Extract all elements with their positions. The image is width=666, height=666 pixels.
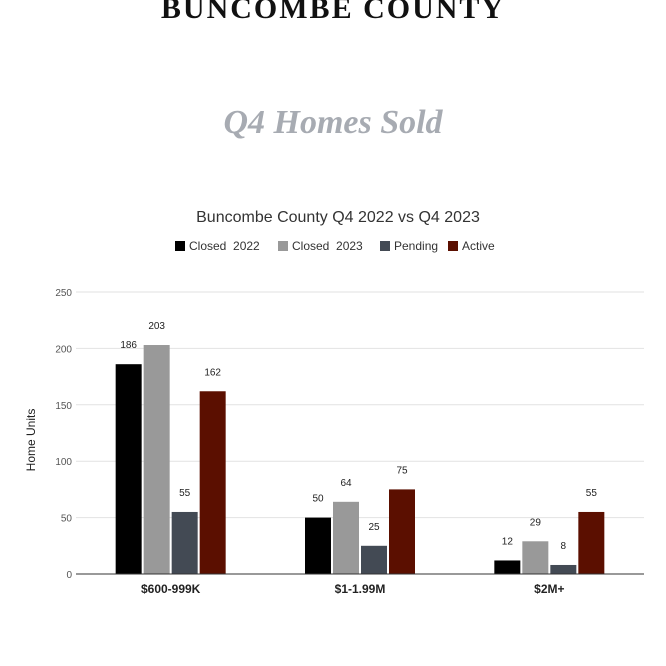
bar [578, 512, 604, 574]
y-axis-ticks [55, 288, 72, 581]
bar [550, 565, 576, 574]
legend-label: Active [462, 239, 495, 253]
bar [333, 502, 359, 574]
bar-value-label: 12 [501, 536, 513, 548]
page-heading: BUNCOMBE COUNTY [160, 0, 506, 25]
bar-value-label: 64 [340, 477, 352, 489]
section-title: Q4 Homes Sold [223, 104, 443, 141]
x-tick-label: $1-1.99M [334, 582, 386, 596]
bar-value-label: 186 [120, 340, 138, 352]
chart-title: Buncombe County Q4 2022 vs Q4 2023 [196, 209, 480, 226]
y-tick-label: 0 [66, 570, 72, 581]
bar [172, 512, 198, 574]
y-tick-label: 100 [55, 457, 72, 469]
bar-value-label: 55 [585, 487, 597, 499]
bar [116, 364, 142, 574]
legend-swatch [380, 241, 390, 251]
bar-value-label: 203 [148, 321, 166, 333]
legend-label: Closed 2023 [292, 239, 363, 253]
bar-value-label: 25 [368, 521, 380, 533]
chart-legend [175, 239, 495, 253]
bar [144, 345, 170, 574]
bar-value-label: 29 [529, 517, 541, 529]
y-tick-label: 50 [60, 513, 72, 525]
legend-swatch [175, 241, 185, 251]
bar [200, 391, 226, 574]
chart-bars [116, 345, 605, 574]
bar [361, 546, 387, 574]
x-tick-label: $2M+ [534, 582, 565, 596]
bar [522, 541, 548, 574]
bar-value-label: 55 [179, 487, 191, 499]
bar-value-label: 162 [204, 367, 222, 379]
y-tick-label: 200 [55, 344, 72, 356]
x-axis-ticks [141, 582, 565, 596]
bar-value-label: 50 [312, 493, 324, 505]
bar [305, 518, 331, 574]
bar-value-label: 8 [560, 540, 567, 552]
bar [389, 489, 415, 574]
legend-label: Pending [394, 239, 439, 253]
bar [494, 560, 520, 574]
y-axis-label: Home Units [24, 408, 38, 472]
bar-value-label: 75 [396, 465, 408, 477]
y-tick-label: 250 [55, 288, 72, 299]
legend-swatch [278, 241, 288, 251]
x-tick-label: $600-999K [140, 582, 201, 596]
legend-swatch [448, 241, 458, 251]
legend-label: Closed 2022 [189, 239, 260, 253]
y-tick-label: 150 [55, 400, 72, 412]
